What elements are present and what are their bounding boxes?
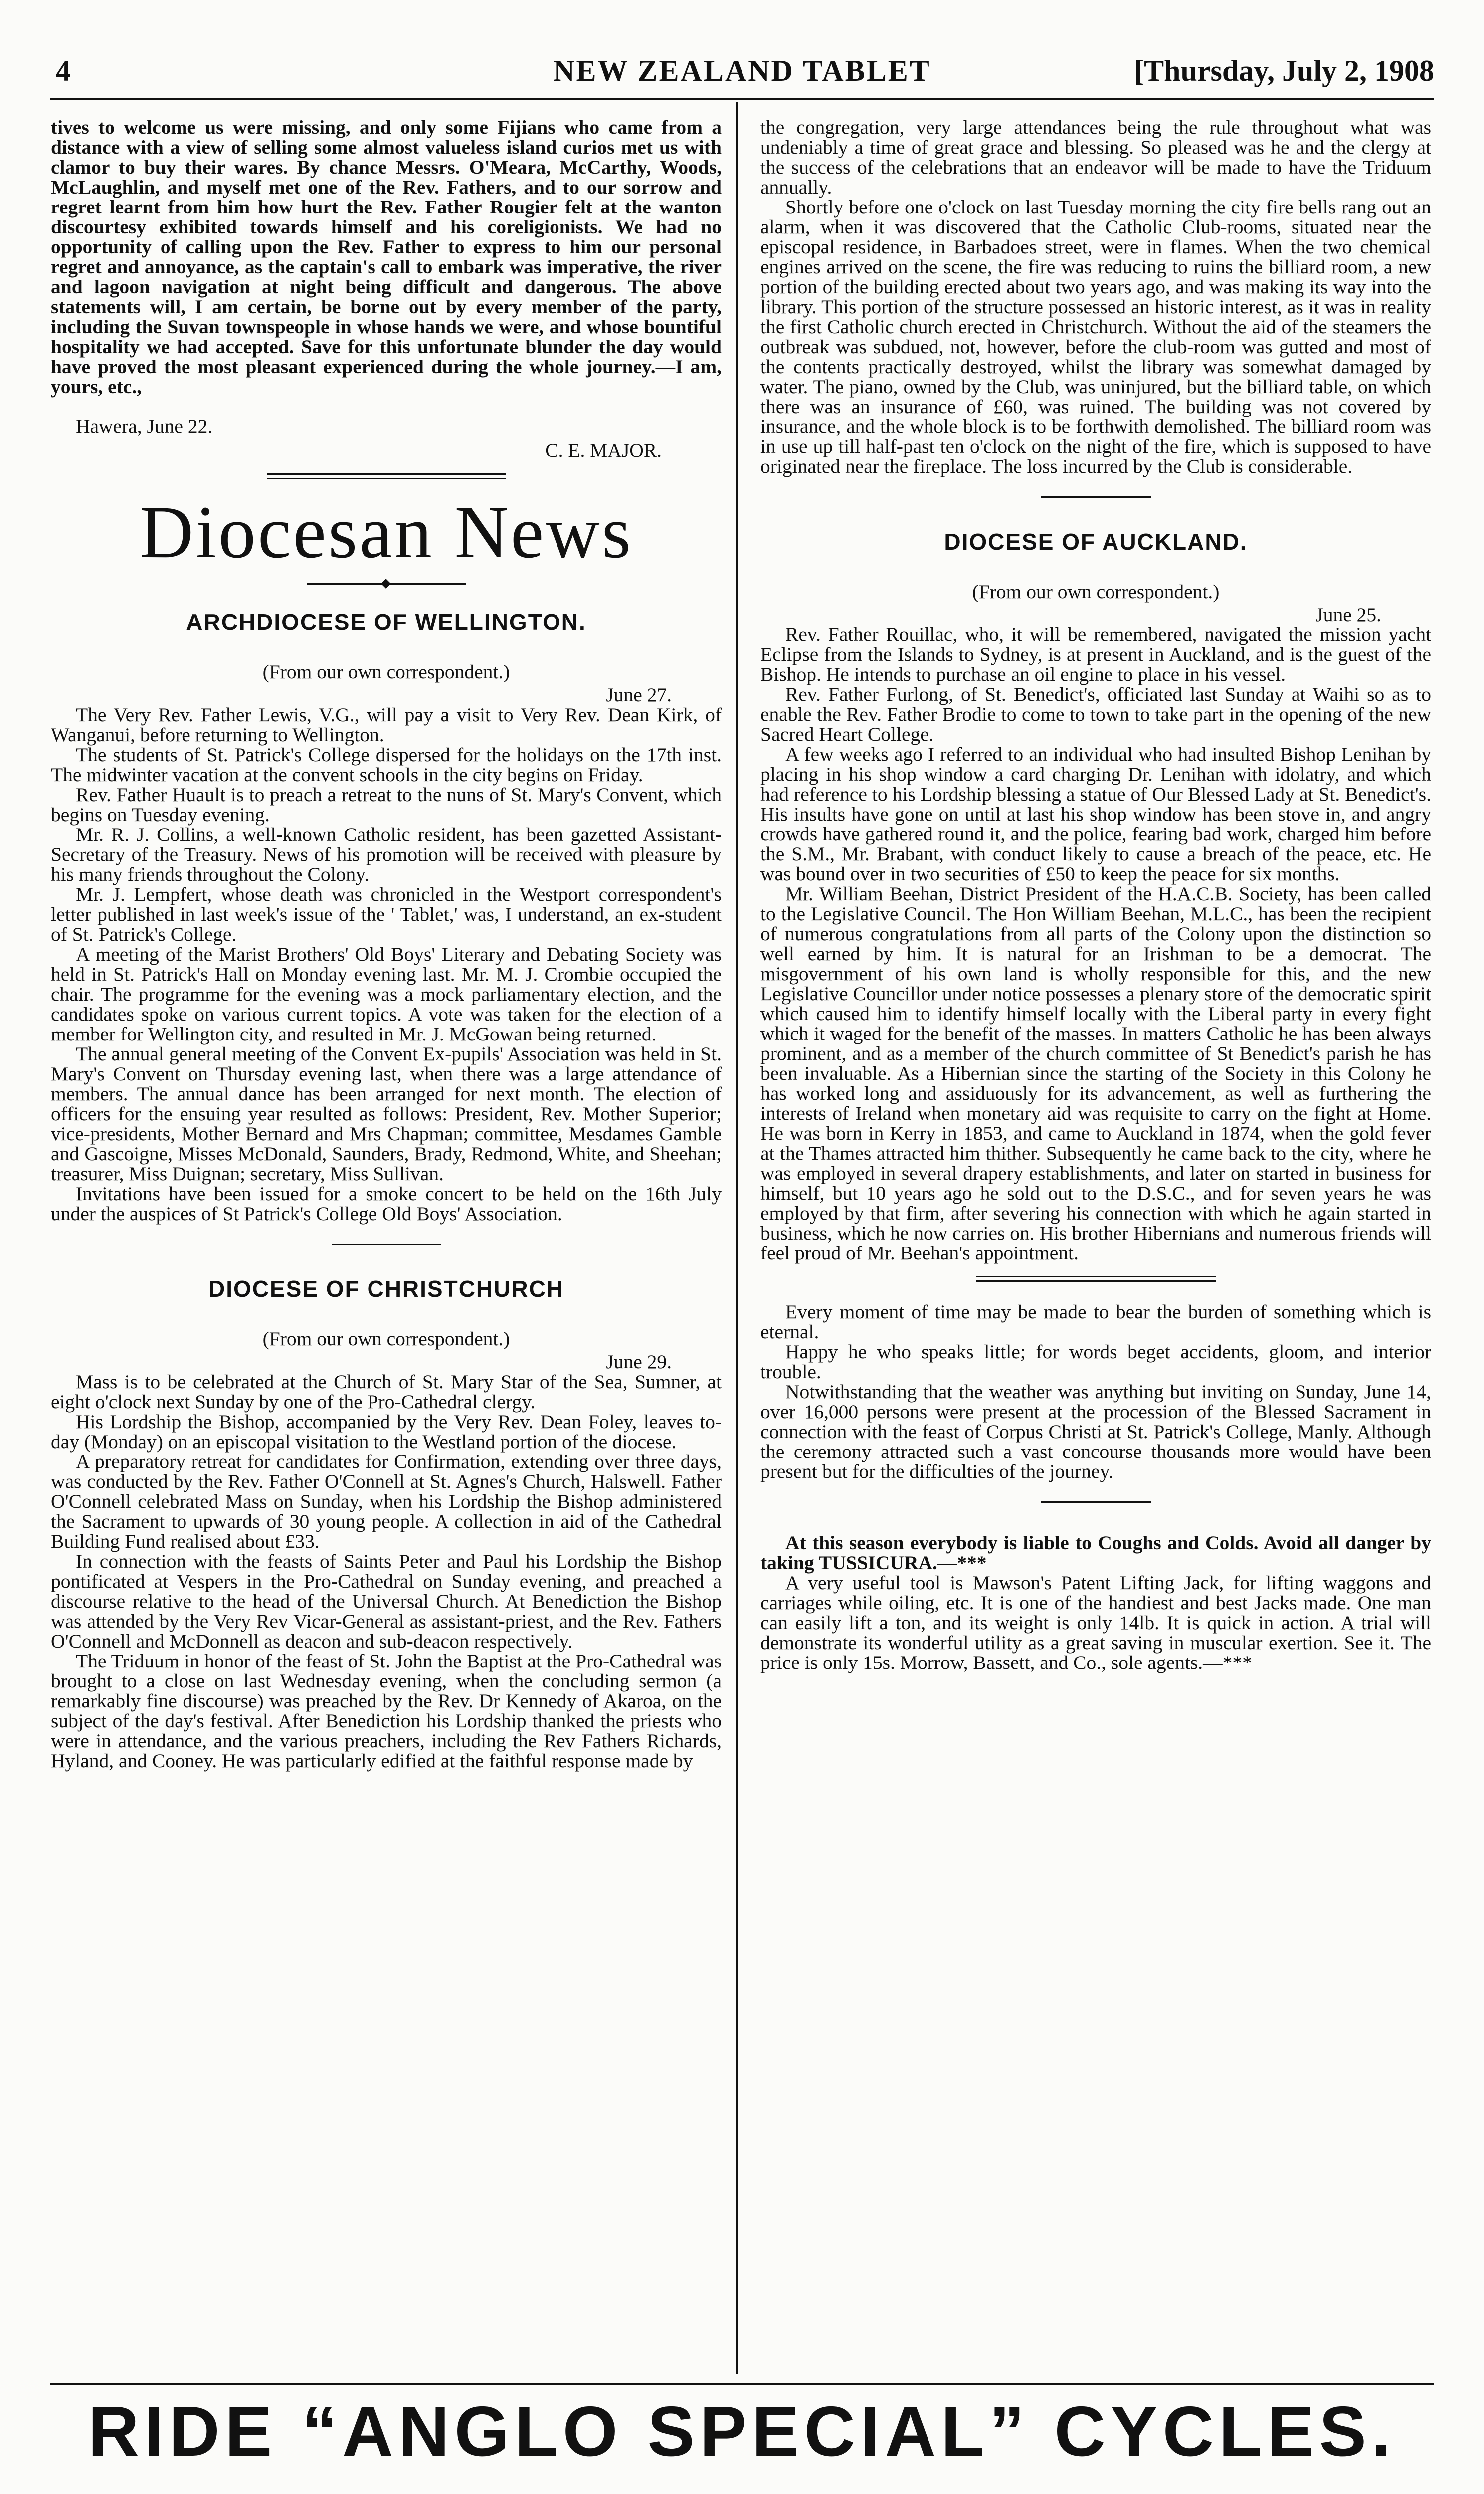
wellington-paragraph: Mr. J. Lempfert, whose death was chronicled in the Westport correspondent's letter published in last week's issue of the ' Tablet,' was, I understand, an ex-student of St. Patrick's College.: [51, 883, 722, 945]
christchurch-paragraph: The Triduum in honor of the feast of St. John the Baptist at the Pro-Cathedral was brought to a close on last Wednesday evening, when the concluding sermon (a remarkably fine discourse) was preached by the Rev. Dr Kennedy of Akaroa, on the subject of the day's festival. After Benediction his Lordship thanked the priests who were in attendance, and the various preachers, including the Rev Fathers Richards, Hyland, and Cooney. He was particularly edified at the faithful response made by: [51, 1650, 722, 1772]
page-header: [50, 54, 1434, 95]
wellington-paragraph: Invitations have been issued for a smoke concert to be held on the 16th July under the auspices of St Patrick's College Old Boys' Association.: [51, 1183, 722, 1225]
wellington-paragraph: Rev. Father Huault is to preach a retreat to the nuns of St. Mary's Convent, which begins on Tuesday evening.: [51, 784, 722, 826]
auckland-paragraph: A few weeks ago I referred to an individual who had insulted Bishop Lenihan by placing in his shop window a card charging Dr. Lenihan with idolatry, and which had reference to his Lordship blessing a statue of Our Blessed Lady at St. Benedict's. His insults have gone on until at last his shop window has been stove in, and angry crowds have gathered round it, and the police, fearing bad work, charged him before the S.M., Mr. Brabant, with conduct likely to cause a breach of the peace, etc. He was bound over in two securities of £50 to keep the peace for six months.: [760, 743, 1431, 885]
christchurch-continued: Shortly before one o'clock on last Tuesday morning the city fire bells rang out an alarm, when it was discovered that the Catholic Club-rooms, situated near the episcopal residence, in Barbadoes street, were in flames. When the two chemical engines arrived on the scene, the fire was reducing to ruins the billiard room, a new portion of the building erected about two years ago, and was making its way into the library. This portion of the structure possessed an historic interest, as it was in reality the first Catholic church erected in Christchurch. Without the aid of the steamers the outbreak was subdued, not, however, before the club-room was gutted and most of the contents practically destroyed, whilst the library was somewhat damaged by water. The piano, owned by the Club, was uninjured, but the billiard table, on which there was an insurance of £60, was ruined. The building was not covered by insurance, and the whole block is to be forthwith demolished. The billiard room was in use up till half-past ten o'clock on the night of the fire, which is supposed to have originated near the fireplace. The loss incurred by the Club is considerable.: [760, 196, 1431, 477]
section-rule: [332, 1244, 441, 1245]
left-column: [51, 117, 722, 2377]
footer-advertisement: RIDE “ANGLO SPECIAL” CYCLES.: [88, 2392, 1396, 2471]
footer-rule: [50, 2383, 1434, 2385]
ornament-divider: [307, 580, 466, 587]
right-column: [760, 117, 1431, 2377]
christchurch-paragraph: In connection with the feasts of Saints Peter and Paul his Lordship the Bishop pontificated at Vespers in the Pro-Cathedral on Sunday evening, and preached a discourse relative to the head of the Universal Church. At Benediction the Bishop was attended by the Very Rev Vicar-General as assistant-priest, and the Rev. Fathers O'Connell and McDonnell as deacon and sub-deacon respectively.: [51, 1550, 722, 1652]
christchurch-from: (From our own correspondent.): [262, 1328, 510, 1350]
wellington-heading: ARCHDIOCESE OF WELLINGTON.: [186, 609, 586, 635]
letter-signature: [51, 416, 722, 460]
christchurch-paragraph: His Lordship the Bishop, accompanied by the Very Rev. Dean Foley, leaves to-day (Monday) on an episcopal visitation to the Westland portion of the diocese.: [51, 1411, 722, 1453]
filler-paragraph: Happy he who speaks little; for words beget accidents, gloom, and interior trouble.: [760, 1341, 1431, 1383]
section-rule: [267, 473, 506, 479]
filler-paragraph: Notwithstanding that the weather was anything but inviting on Sunday, June 14, over 16,000 persons were present at the procession of the Blessed Sacrament in connection with the feast of Corpus Christi at St. Patrick's College, Manly. Although the ceremony attracted such a vast concourse thousands more would have been present but for the difficulties of the journey.: [760, 1381, 1431, 1482]
letter-place: Hawera, June 22.: [76, 416, 213, 437]
christchurch-heading: DIOCESE OF CHRISTCHURCH: [208, 1276, 564, 1302]
letter-author: C. E. MAJOR.: [545, 439, 662, 461]
auckland-date: June 25.: [1315, 604, 1381, 625]
diocesan-news-title: Diocesan News: [139, 491, 633, 574]
section-rule: [1041, 496, 1151, 498]
section-rule: [976, 1276, 1216, 1282]
wellington-date: June 27.: [606, 684, 672, 706]
notice-paragraph: At this season everybody is liable to Coughs and Colds. Avoid all danger by taking TUSSICURA.—***: [760, 1532, 1431, 1574]
christchurch-date: June 29.: [606, 1351, 672, 1373]
wellington-from: (From our own correspondent.): [262, 661, 510, 683]
wellington-paragraph: The students of St. Patrick's College dispersed for the holidays on the 17th inst. The midwinter vacation at the convent schools in the city begins on Friday.: [51, 744, 722, 786]
auckland-paragraph: Rev. Father Rouillac, who, it will be remembered, navigated the mission yacht Eclipse from the Islands to Sydney, is at present in Auckland, and is the guest of the Bishop. He intends to purchase an oil engine to place in his vessel.: [760, 624, 1431, 685]
christchurch-paragraph: A preparatory retreat for candidates for Confirmation, extending over three days, was conducted by the Rev. Father O'Connell at St. Agnes's Church, Halswell. Father O'Connell celebrated Mass on Sunday, when his Lordship the Bishop administered the Sacrament to upwards of 30 young people. A collection in aid of the Cathedral Building Fund realised about £33.: [51, 1451, 722, 1552]
auckland-heading: DIOCESE OF AUCKLAND.: [944, 529, 1248, 555]
column-divider: [736, 102, 738, 2374]
header-rule: [50, 98, 1434, 100]
christchurch-paragraph: Mass is to be celebrated at the Church of St. Mary Star of the Sea, Sumner, at eight o'clock next Sunday by one of the Pro-Cathedral clergy.: [51, 1371, 722, 1413]
wellington-paragraph: A meeting of the Marist Brothers' Old Boys' Literary and Debating Society was held in St. Patrick's Hall on Monday evening last. Mr. M. J. Crombie occupied the chair. The programme for the evening was a mock parliamentary election, and the candidates spoke on various current topics. A vote was taken for the election of a member for Wellington city, and resulted in Mr. J. McGowan being returned.: [51, 943, 722, 1045]
letter-section: [51, 117, 722, 397]
page-number: 4: [56, 54, 71, 87]
section-rule: [1041, 1501, 1151, 1503]
auckland-paragraph: Mr. William Beehan, District President of the H.A.C.B. Society, has been called to the Legislative Council. The Hon William Beehan, M.L.C., has been the recipient of numerous congratulations from all parts of the Colony upon the distinction so well earned by him. It is natural for an Irishman to be a democrat. The misgovernment of his own land is wholly responsible for this, and the new Legislative Councillor under notice possesses a plenary store of the democratic spirit which caused him to identify himself locally with the Liberal party in every fight which it waged for the benefit of the masses. In matters Catholic he has been always prominent, and as a member of the church committee of St Benedict's parish he has been invaluable. As a Hibernian since the starting of the Society in this Colony he has worked long and assiduously for its advancement, as well as furthering the interests of Ireland when monetary aid was requisite to carry on the fight at Home. He was born in Kerry in 1853, and came to Auckland in 1874, when the gold fever at the Thames attracted him thither. Subsequently he came back to the city, where he was employed in several drapery establishments, and later on started in business for himself, but 10 years ago he sold out to the D.S.C., and for seven years he was employed by that firm, after severing his connection with which he again started in business, which he now carries on. His brother Hibernians and numerous friends will feel proud of Mr. Beehan's appointment.: [760, 883, 1431, 1264]
wellington-paragraph: Mr. R. J. Collins, a well-known Catholic resident, has been gazetted Assistant-Secretary of the Treasury. News of his promotion will be received with pleasure by his many friends throughout the Colony.: [51, 824, 722, 885]
notices: [760, 1533, 1431, 1573]
christchurch-continued: the congregation, very large attendances being the rule throughout what was undeniably a time of great grace and blessing. So pleased was he and the clergy at the success of the celebrations that an endeavor will be made to have the Triduum annually.: [760, 117, 1431, 198]
letter-text: tives to welcome us were missing, and only some Fijians who came from a distance with a view of selling some almost valueless island curios met us with clamor to buy their wares. By chance Messrs. O'Meara, McCarthy, Woods, McLaughlin, and myself met one of the Rev. Fathers, and to our sorrow and regret learnt from him how hurt the Rev. Father Rougier felt at the wanton discourtesy exhibited towards himself and his coreligionists. We had no opportunity of calling upon the Rev. Father to express to him our personal regret and annoyance, as the captain's call to embark was imperative, the river and lagoon navigation at night being difficult and dangerous. The above statements will, I am certain, be borne out by every member of the party, including the Suvan townspeople in whose hands we were, and whose bountiful hospitality we had accepted. Save for this unfortunate blunder the day would have proved the most pleasant experienced during the whole journey.—I am, yours, etc.,: [51, 117, 722, 398]
auckland-from: (From our own correspondent.): [972, 581, 1220, 603]
auckland-paragraph: Rev. Father Furlong, of St. Benedict's, officiated last Sunday at Waihi so as to enable the Rev. Father Brodie to come to town to take part in the opening of the new Sacred Heart College.: [760, 683, 1431, 745]
wellington-paragraph: The Very Rev. Father Lewis, V.G., will pay a visit to Very Rev. Dean Kirk, of Wanganui, before returning to Wellington.: [51, 704, 722, 746]
masthead-title: NEW ZEALAND TABLET: [553, 54, 931, 87]
notice-paragraph: A very useful tool is Mawson's Patent Lifting Jack, for lifting waggons and carriages while oiling, etc. It is one of the handiest and best Jacks made. One man can easily lift a ton, and its weight is only 14lb. It is quick in action. A trial will demonstrate its wonderful utility as a great saving in muscular exertion. See it. The price is only 15s. Morrow, Bassett, and Co., sole agents.—***: [760, 1572, 1431, 1673]
wellington-paragraph: The annual general meeting of the Convent Ex-pupils' Association was held in St. Mary's Convent on Thursday evening last, when there was a large attendance of members. The annual dance has been arranged for next month. The election of officers for the ensuing year resulted as follows: President, Rev. Mother Superior; vice-presidents, Mother Bernard and Mrs Chapman; committee, Mesdames Gamble and Gascoigne, Misses McDonald, Saunders, Brady, Redmond, White, and Sheehan; treasurer, Miss Duignan; secretary, Miss Sullivan.: [51, 1043, 722, 1185]
filler-paragraph: Every moment of time may be made to bear the burden of something which is eternal.: [760, 1301, 1431, 1343]
issue-date: [Thursday, July 2, 1908: [1134, 54, 1434, 87]
